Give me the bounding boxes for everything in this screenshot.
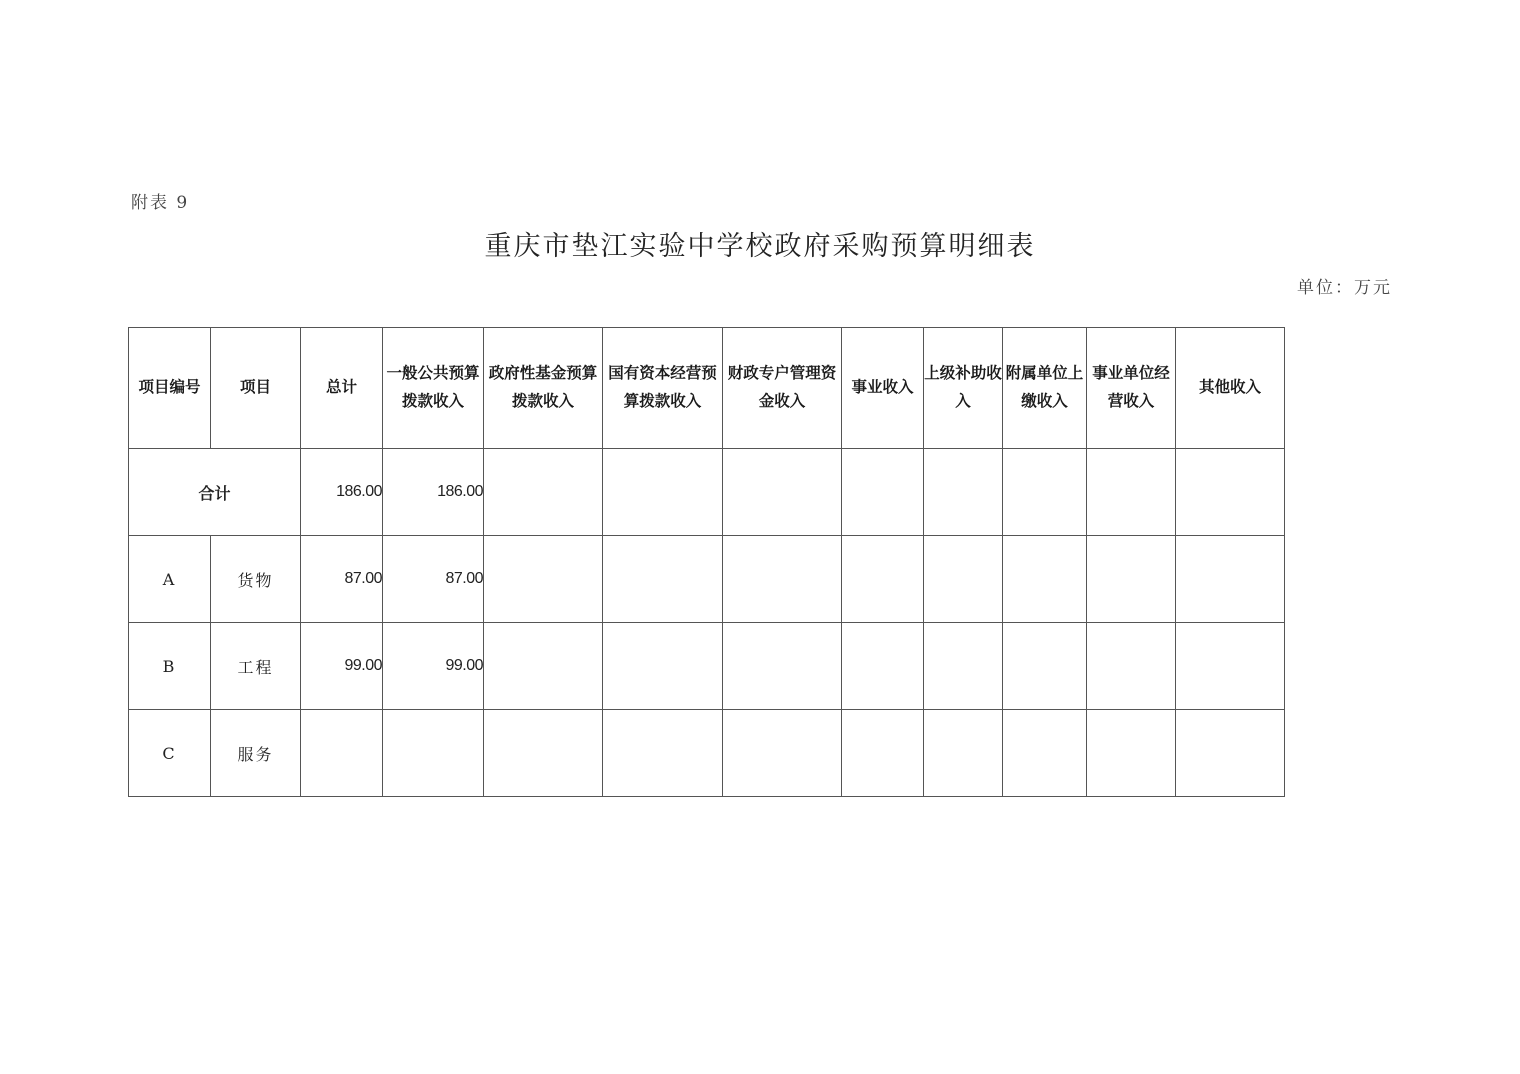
page-title: 重庆市垫江实验中学校政府采购预算明细表 (484, 231, 1036, 262)
empty-cell (723, 536, 842, 623)
empty-cell (1087, 710, 1176, 797)
total-cell: 99.00 (301, 623, 383, 710)
col-header-total: 总计 (301, 328, 383, 449)
empty-cell (603, 623, 723, 710)
row-item-name: 工程 (211, 623, 301, 710)
col-header-other-income: 其他收入 (1176, 328, 1285, 449)
col-header-operating-income: 事业单位经营收入 (1087, 328, 1176, 449)
total-cell: 87.00 (301, 536, 383, 623)
col-header-code: 项目编号 (129, 328, 211, 449)
table-header-row (129, 328, 1285, 449)
total-cell: 186.00 (301, 449, 383, 536)
empty-cell (484, 449, 603, 536)
col-header-state-capital: 国有资本经营预算拨款收入 (603, 328, 723, 449)
empty-cell (603, 710, 723, 797)
col-header-business-income: 事业收入 (842, 328, 924, 449)
empty-cell (723, 623, 842, 710)
row-item-name: 服务 (211, 710, 301, 797)
empty-cell (1003, 710, 1087, 797)
empty-cell (842, 710, 924, 797)
empty-cell (1087, 536, 1176, 623)
table-row (129, 710, 1285, 797)
table-total-row (129, 449, 1285, 536)
col-header-gov-fund: 政府性基金预算拨款收入 (484, 328, 603, 449)
empty-cell (1176, 536, 1285, 623)
empty-cell (1003, 449, 1087, 536)
empty-cell (1003, 536, 1087, 623)
empty-cell (723, 710, 842, 797)
empty-cell (842, 623, 924, 710)
row-code: A (129, 536, 211, 623)
general-budget-cell (383, 710, 484, 797)
row-item-name: 货物 (211, 536, 301, 623)
row-code: B (129, 623, 211, 710)
empty-cell (924, 536, 1003, 623)
col-header-general-budget: 一般公共预算拨款收入 (383, 328, 484, 449)
empty-cell (924, 710, 1003, 797)
total-cell (301, 710, 383, 797)
empty-cell (1176, 623, 1285, 710)
empty-cell (842, 449, 924, 536)
col-header-affiliate-remit: 附属单位上缴收入 (1003, 328, 1087, 449)
empty-cell (1087, 449, 1176, 536)
empty-cell (723, 449, 842, 536)
empty-cell (484, 710, 603, 797)
general-budget-cell: 99.00 (383, 623, 484, 710)
table-row (129, 623, 1285, 710)
attachment-label: 附表 9 (131, 193, 190, 213)
empty-cell (603, 536, 723, 623)
empty-cell (603, 449, 723, 536)
empty-cell (1176, 710, 1285, 797)
col-header-superior-subsidy: 上级补助收入 (924, 328, 1003, 449)
empty-cell (1176, 449, 1285, 536)
row-code: C (129, 710, 211, 797)
general-budget-cell: 87.00 (383, 536, 484, 623)
empty-cell (1087, 623, 1176, 710)
empty-cell (924, 623, 1003, 710)
col-header-special-account: 财政专户管理资金收入 (723, 328, 842, 449)
total-label: 合计 (129, 449, 301, 536)
empty-cell (1003, 623, 1087, 710)
table-row (129, 536, 1285, 623)
col-header-item: 项目 (211, 328, 301, 449)
empty-cell (924, 449, 1003, 536)
empty-cell (484, 536, 603, 623)
unit-label: 单位：万元 (1297, 278, 1392, 298)
procurement-budget-table (128, 327, 1285, 797)
general-budget-cell: 186.00 (383, 449, 484, 536)
empty-cell (842, 536, 924, 623)
empty-cell (484, 623, 603, 710)
